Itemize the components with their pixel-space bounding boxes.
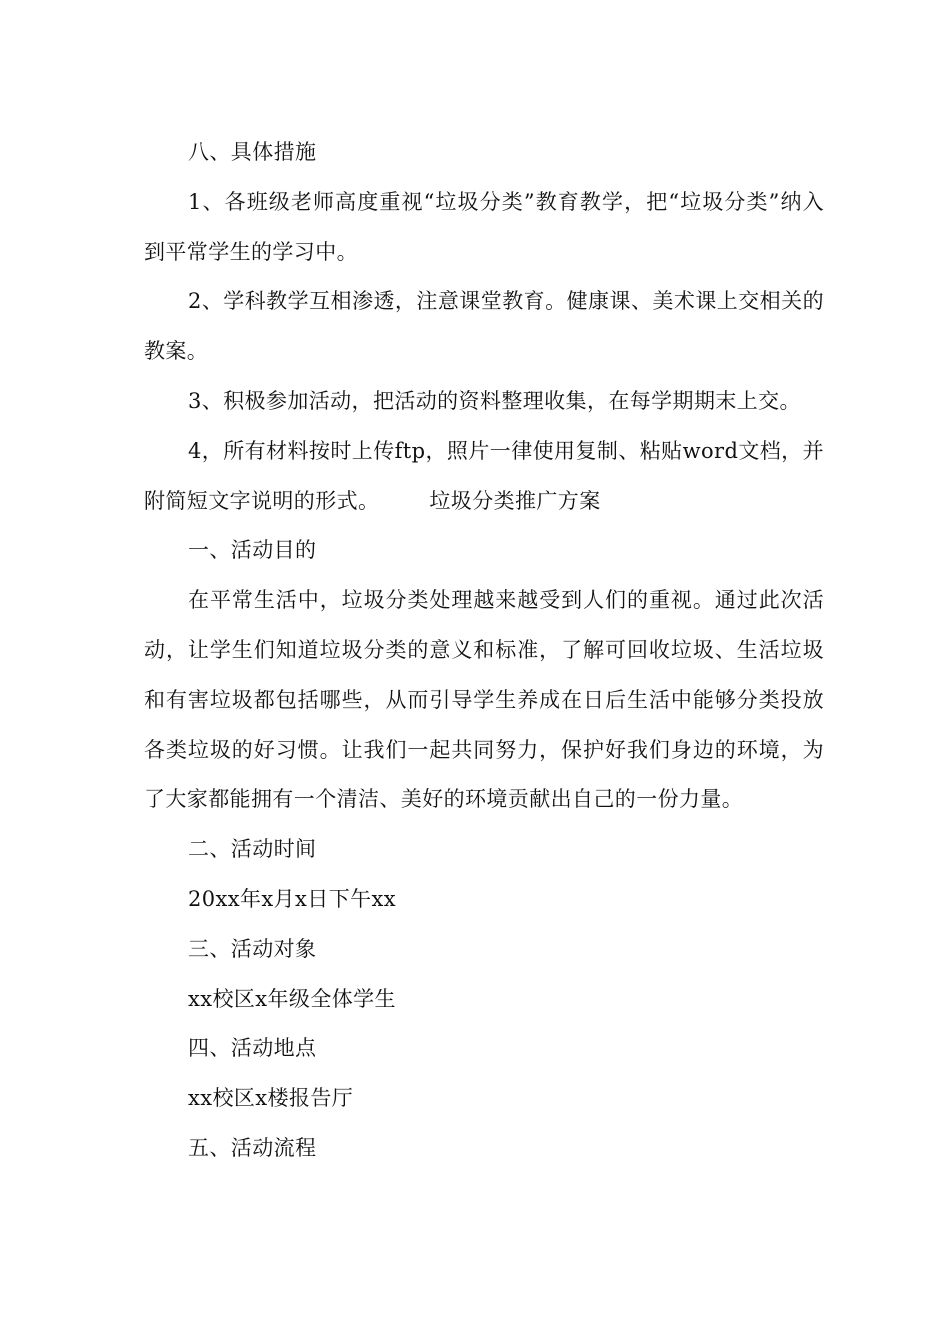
measure-item-3 xyxy=(144,377,824,427)
section-heading-process xyxy=(144,1124,824,1174)
section-heading-time xyxy=(144,825,824,875)
paragraph-text: xx校区x楼报告厅 xyxy=(188,1086,354,1111)
activity-time xyxy=(144,875,824,925)
paragraph-text: 4，所有材料按时上传ftp，照片一律使用复制、粘贴word文档，并附简短文字说明的形式。 xyxy=(144,438,824,513)
section-heading-audience xyxy=(144,925,824,975)
purpose-paragraph xyxy=(144,576,824,825)
section-heading-location xyxy=(144,1024,824,1074)
section-heading-measures xyxy=(144,128,824,178)
paragraph-text: 1、各班级老师高度重视“垃圾分类”教育教学，把“垃圾分类”纳入到平常学生的学习中。 xyxy=(144,189,824,264)
paragraph-text: 2、学科教学互相渗透，注意课堂教育。健康课、美术课上交相关的教案。 xyxy=(144,289,824,364)
heading-text: 一、活动目的 xyxy=(188,538,317,563)
paragraph-text: 3、积极参加活动，把活动的资料整理收集，在每学期期末上交。 xyxy=(188,388,801,413)
document-body xyxy=(144,128,824,1174)
document-title: 垃圾分类推广方案 xyxy=(429,488,601,513)
paragraph-text: 20xx年x月x日下午xx xyxy=(188,886,396,911)
heading-text: 四、活动地点 xyxy=(188,1036,317,1061)
heading-text: 八、具体措施 xyxy=(188,140,317,164)
heading-text: 五、活动流程 xyxy=(188,1135,317,1160)
heading-text: 二、活动时间 xyxy=(188,837,317,862)
measure-item-4 xyxy=(144,427,824,527)
paragraph-text: 在平常生活中，垃圾分类处理越来越受到人们的重视。通过此次活动，让学生们知道垃圾分类的意义和标准，了解可回收垃圾、生活垃圾和有害垃圾都包括哪些，从而引导学生养成在日后生活中能够分类投放各类垃圾的好习惯。让我们一起共同努力，保护好我们身边的环境，为了大家都能拥有一个清洁、美好的环境贡献出自己的一份力量。 xyxy=(144,588,824,812)
heading-text: 三、活动对象 xyxy=(188,936,317,961)
paragraph-text: xx校区x年级全体学生 xyxy=(188,986,396,1011)
measure-item-2 xyxy=(144,277,824,377)
section-heading-purpose xyxy=(144,526,824,576)
measure-item-1 xyxy=(144,178,824,278)
activity-audience xyxy=(144,975,824,1025)
activity-location xyxy=(144,1074,824,1124)
